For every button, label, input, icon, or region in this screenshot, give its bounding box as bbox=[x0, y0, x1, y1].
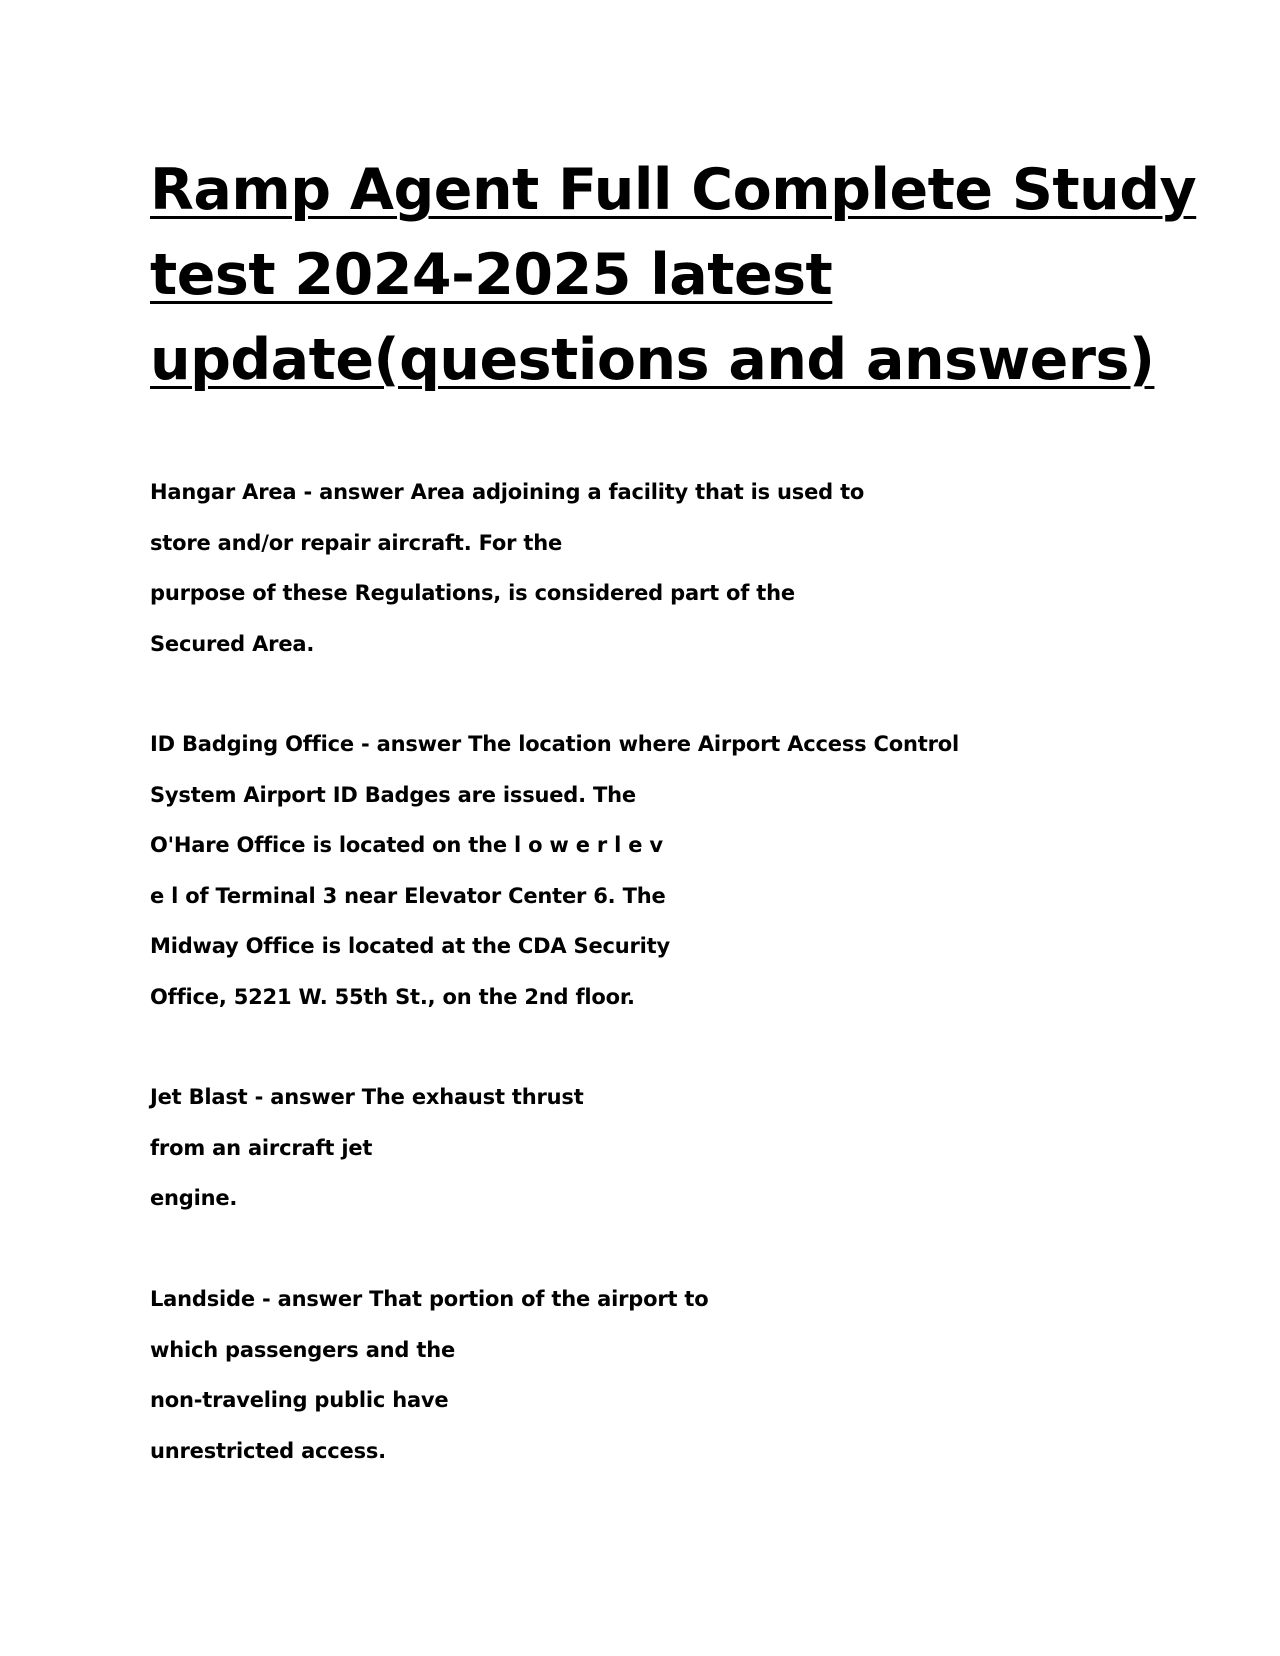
entry-line: Office, 5221 W. 55th St., on the 2nd floor. bbox=[150, 984, 635, 1009]
title-line: update(questions and answers) bbox=[150, 327, 1155, 393]
entry-line: which passengers and the bbox=[150, 1337, 455, 1362]
entry-line: Hangar Area - answer Area adjoining a facility that is used to bbox=[150, 480, 865, 504]
entry-line: unrestricted access. bbox=[150, 1438, 386, 1463]
entry-line: Midway Office is located at the CDA Security bbox=[150, 934, 670, 958]
entry-line: e l of Terminal 3 near Elevator Center 6. The bbox=[150, 883, 666, 908]
entry-line: ID Badging Office - answer The location where Airport Access Control bbox=[150, 732, 959, 756]
entry-line: non-traveling public have bbox=[150, 1388, 449, 1412]
entry-line: Secured Area. bbox=[150, 631, 315, 656]
document-title bbox=[150, 148, 1197, 403]
title-line: Ramp Agent Full Complete Study bbox=[150, 157, 1197, 223]
entry-line: Jet Blast - answer The exhaust thrust bbox=[150, 1085, 584, 1109]
entry-line: purpose of these Regulations, is considered part of the bbox=[150, 581, 795, 605]
entry-line: O'Hare Office is located on the l o w e r l e v bbox=[150, 833, 663, 857]
title-line: test 2024-2025 latest bbox=[150, 242, 833, 308]
entry-line: Landside - answer That portion of the airport to bbox=[150, 1287, 709, 1311]
entry-line: engine. bbox=[150, 1186, 238, 1210]
qa-entry-hangar-area bbox=[150, 467, 864, 669]
entry-line: store and/or repair aircraft. For the bbox=[150, 530, 563, 555]
qa-entry-jet-blast bbox=[150, 1072, 584, 1224]
qa-entry-id-badging-office bbox=[150, 719, 959, 1022]
entry-line: from an aircraft jet bbox=[150, 1135, 373, 1160]
entry-line: System Airport ID Badges are issued. The bbox=[150, 782, 636, 807]
qa-entry-landside bbox=[150, 1274, 709, 1476]
